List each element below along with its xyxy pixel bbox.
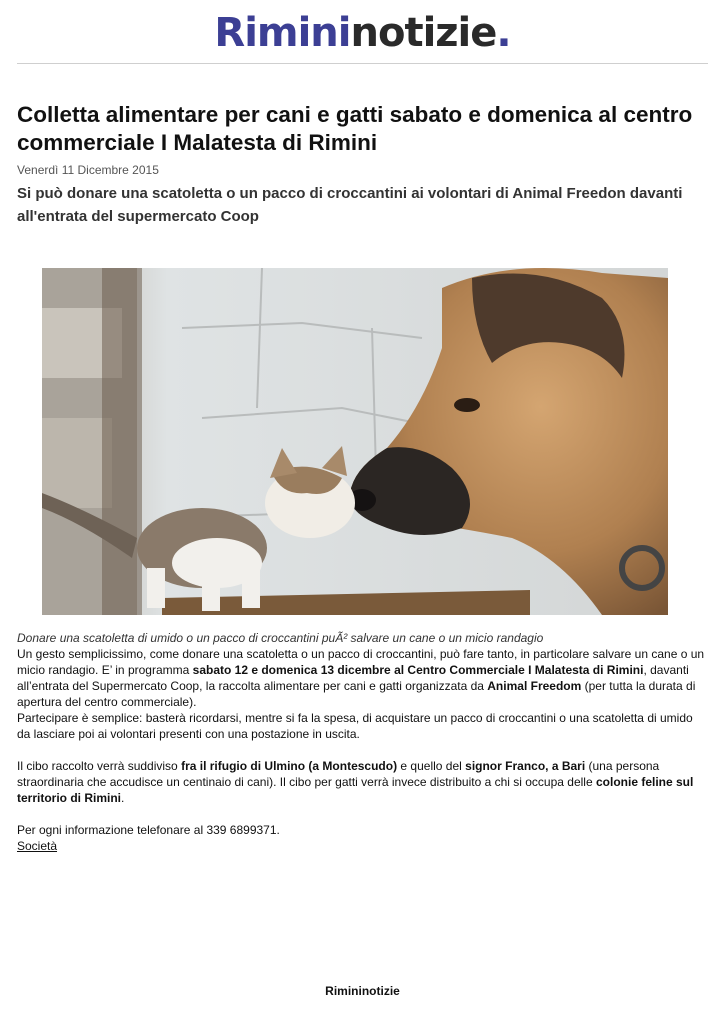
paragraph-1-text-1: Un gesto semplicissimo, come donare una scatoletta o un pacco di croccantini, può fare tanto, in particolare salvare un cane o un micio randagio. E’ in programma [17, 647, 705, 677]
logo-part-notizie: notizie [350, 10, 497, 56]
paragraph-3-text-1: Il cibo raccolto verrà suddiviso [17, 759, 182, 773]
paragraph-spacer [17, 806, 707, 822]
article-title: Colletta alimentare per cani e gatti sabato e domenica al centro commerciale I Malatesta di Rimini [17, 102, 693, 155]
paragraph-1-bold-dates: sabato 12 e domenica 13 dicembre al Centro Commerciale I Malatesta di Rimini [192, 663, 644, 677]
article-photo [42, 268, 668, 615]
paragraph-3-bold-franco: signor Franco, a Bari [465, 759, 586, 773]
paragraph-3 [17, 758, 707, 806]
paragraph-3-bold-rifugio: fra il rifugio di Ulmino (a Montescudo) [181, 759, 398, 773]
paragraph-2: Partecipare è semplice: basterà ricordarsi, mentre si fa la spesa, di acquistare un pacco di croccantini o una scatoletta di umido da lasciare poi ai volontari presenti con una postazione in uscita. [17, 711, 693, 741]
paragraph-1-bold-organizer: Animal Freedom [487, 679, 582, 693]
dog-and-kitten-photo-icon [42, 268, 668, 615]
paragraph-4-contact: Per ogni informazione telefonare al 339 6899371. [17, 823, 280, 837]
paragraph-1 [17, 646, 707, 710]
article-date: Venerdì 11 Dicembre 2015 [17, 163, 159, 177]
header-divider [17, 63, 708, 64]
paragraph-3-text-2: e quello del [397, 759, 466, 773]
logo-dot: . [496, 10, 511, 56]
paragraph-3-text-4: . [121, 791, 125, 805]
paragraph-3-text-3: (una persona straordinaria che accudisce un centinaio di cani). Il cibo per gatti verrà invece distribuito a chi si occupa delle [17, 759, 660, 789]
site-logo[interactable] [0, 8, 725, 58]
paragraph-spacer [17, 742, 707, 758]
category-link[interactable]: Società [17, 839, 58, 853]
paragraph-1-text-3: (per tutta la durata di apertura del centro commerciale). [17, 679, 696, 709]
footer-site-name: Rimininotizie [325, 984, 400, 998]
logo-part-rimini: Rimini [214, 10, 351, 56]
paragraph-1-text-2: , davanti all’entrata del Supermercato Coop, la raccolta alimentare per cani e gatti organizzata da [17, 663, 689, 693]
site-header [0, 0, 725, 66]
photo-caption: Donare una scatoletta di umido o un pacco di croccantini puÃ² salvare un cane o un micio randagio [17, 631, 544, 645]
article-body [17, 630, 707, 854]
article-subtitle: Si può donare una scatoletta o un pacco di croccantini ai volontari di Animal Freedon davanti all'entrata del supermercato Coop [17, 185, 683, 225]
paragraph-3-bold-colonie: colonie feline sul territorio di Rimini [17, 775, 694, 805]
